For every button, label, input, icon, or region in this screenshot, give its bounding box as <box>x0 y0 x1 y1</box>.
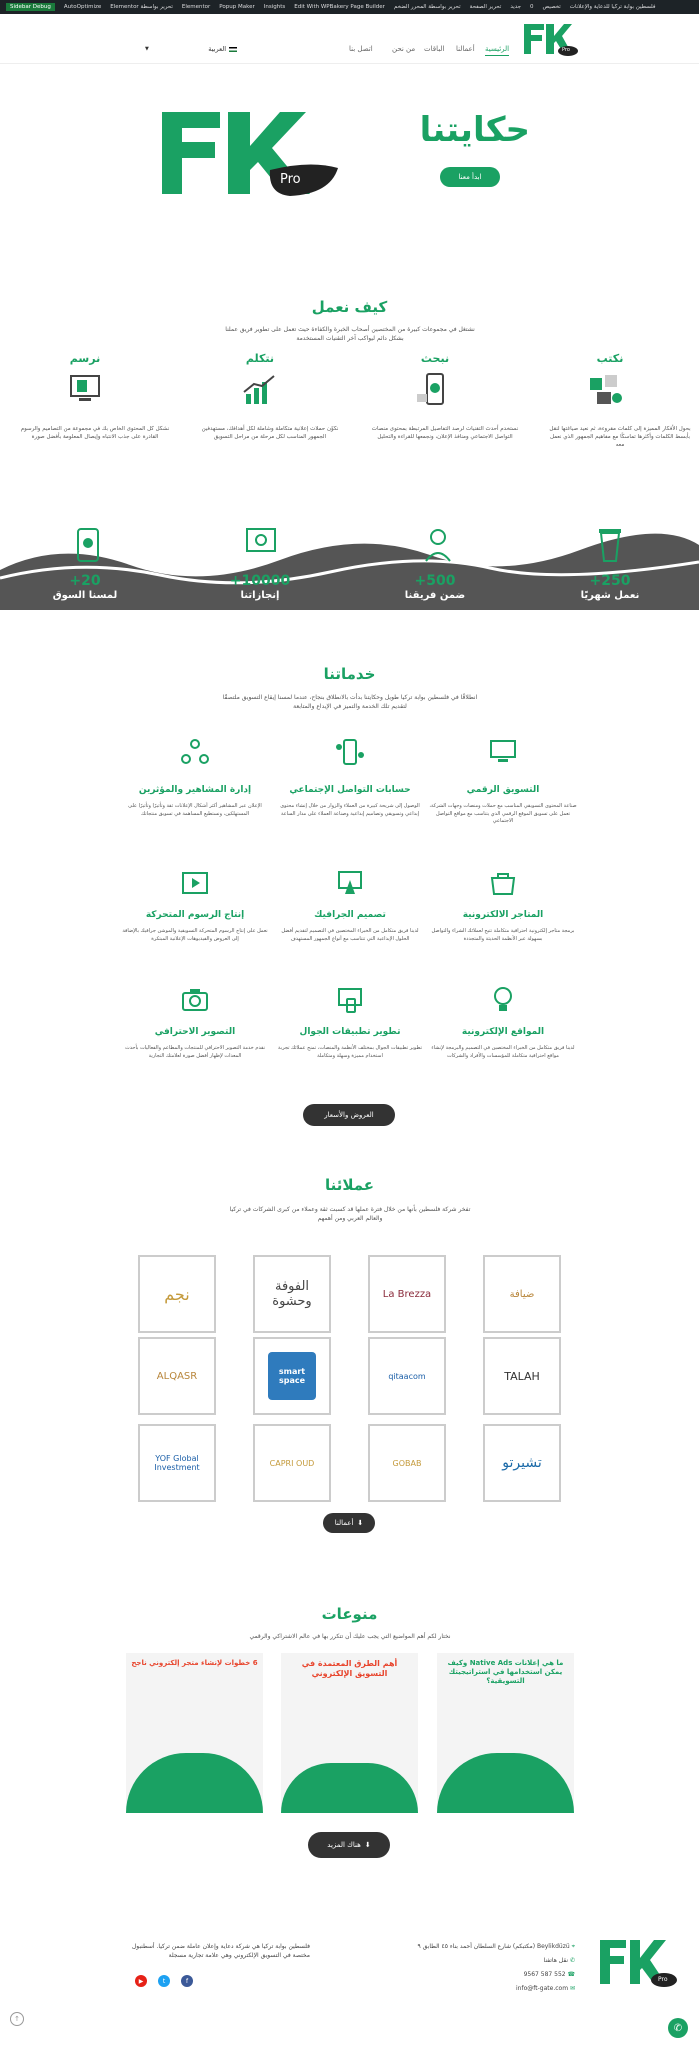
back-to-top-icon[interactable]: ↑ <box>10 2012 24 2026</box>
footer-phone-row[interactable] <box>330 1968 575 1982</box>
phone-money-icon <box>70 525 106 565</box>
footer-email: info@ft-gate.com <box>516 1985 569 1992</box>
step-text-draw: نشكل كل المحتوى الخاص بك في مجموعة من التصاميم والرسوم القادرة على جذب الانتباه وإيصال المعلومة بأفضل صورة <box>20 426 170 440</box>
service-title: تطوير تطبيقات الجوال <box>299 1027 401 1037</box>
blog-post-title: أهم الطرق المعتمدة في التسويق الإلكتروني <box>301 1659 398 1678</box>
admin-bar-item[interactable]: تحرير بواسطة Elementor <box>110 4 173 10</box>
stat-label: نعمل شهريًا <box>580 590 640 601</box>
hero-logo <box>160 110 340 200</box>
admin-bar-item[interactable]: Insights <box>263 4 286 10</box>
load-more-label: هناك المزيد <box>327 1841 361 1849</box>
service-text: لدينا فريق متكامل من الخبراء المختصين في التصميم والبرمجة لإنشاء مواقع احترافية متكاملة للمؤسسات والأفراد والشركات <box>431 1045 575 1059</box>
service-text: الوصول إلى شريحة كبيرة من العملاء والزوار من خلال إنشاء محتوى إبداعي وتسويقي وتصاميم إبداعية وصناعة العملاء على مدار الساعة <box>280 803 420 817</box>
app-icon <box>335 985 365 1015</box>
people-network-icon <box>180 737 210 767</box>
twitter-icon[interactable]: t <box>158 1975 170 1987</box>
blog-post-title: ما هي إعلانات Native Ads وكيف يمكن استخدامها في استراتيجيتك التسويقية؟ <box>447 1659 564 1685</box>
service-icon-web <box>488 985 518 1015</box>
client-logo: ALQASR <box>138 1337 216 1415</box>
stat-icon-cup <box>595 525 625 565</box>
monitor-icon <box>488 737 518 767</box>
blog-post-card[interactable] <box>281 1653 418 1813</box>
store-icon <box>488 868 518 898</box>
admin-bar-item[interactable]: Popup Maker <box>219 4 255 10</box>
client-logo: تشيرتو <box>483 1424 561 1502</box>
ftk-hero-logo-icon <box>160 110 340 200</box>
admin-bar-item[interactable]: جديد <box>510 4 522 10</box>
admin-bar-item[interactable]: فلسطين بوابة تركيا للدعاية والإعلانات <box>569 4 656 10</box>
stat-label: إنجازاتنا <box>240 590 280 601</box>
step-icon-draw <box>65 370 105 410</box>
services-title: خدماتنا <box>323 665 376 683</box>
youtube-icon[interactable]: ▶ <box>135 1975 147 1987</box>
client-logo: CAPRI OUD <box>253 1424 331 1502</box>
chevron-down-icon: ▼ <box>145 46 149 52</box>
footer-address: Beylikdüzü (مكتبكم) شارع السلطان أحمد بناء ٤٥ الطابق ٩ <box>417 1943 570 1950</box>
pen-tool-icon <box>335 868 365 898</box>
design-monitor-icon <box>65 370 105 410</box>
whatsapp-icon: ✆ <box>569 1957 575 1964</box>
step-title-write: نكتب <box>596 352 624 365</box>
pricing-label: العروض والأسعار <box>324 1111 374 1119</box>
client-logo: GOBAB <box>368 1424 446 1502</box>
stat-icon-market <box>70 525 106 565</box>
sidebar-debug-button[interactable]: Sidebar Debug <box>6 3 55 11</box>
facebook-icon[interactable]: f <box>181 1975 193 1987</box>
footer-email-row[interactable] <box>330 1982 575 1996</box>
load-more-button[interactable] <box>308 1832 390 1858</box>
footer-phone: 552 587 9567 <box>523 1971 566 1978</box>
step-title-talk: نتكلم <box>245 352 275 365</box>
blog-post-art <box>281 1763 418 1813</box>
download-icon: ⬇ <box>357 1519 364 1527</box>
step-text-talk: نكوّن حملات إعلانية متكاملة وشاملة لكل أهدافك، مستهدفين الجمهور المناسب لكل مرحلة من مراحل التسويق <box>201 426 339 440</box>
hero-start-label: ابدأ معنا <box>458 173 482 181</box>
service-text: صناعة المحتوى التسويقي المناسب مع حملات ومنصات وجهات الشركة، تعمل على تسويق الموقع الرقمي الذي يتناسب مع مواقع التواصل الاجتماعي <box>429 803 577 824</box>
service-title: حسابات التواصل الإجتماعي <box>289 785 411 795</box>
flag-icon <box>229 47 237 52</box>
admin-bar-item[interactable]: 0 <box>530 4 534 10</box>
service-icon-graphic <box>335 868 365 898</box>
camera-icon <box>180 985 210 1015</box>
monitor-gear-icon <box>243 525 279 565</box>
location-icon: ⌖ <box>571 1943 575 1950</box>
client-logo: La Brezza <box>368 1255 446 1333</box>
whatsapp-float-icon: ✆ <box>673 2022 683 2034</box>
stat-number: +20 <box>69 573 101 589</box>
nav-packages[interactable]: الباقات <box>424 45 445 53</box>
stat-icon-achievements <box>243 525 279 565</box>
footer-logo[interactable] <box>598 1938 678 1988</box>
blog-post-title: 6 خطوات لإنشاء متجر إلكتروني ناجح <box>131 1659 258 1667</box>
blog-post-card[interactable] <box>126 1653 263 1813</box>
service-icon-social <box>335 737 365 767</box>
blog-post-art <box>437 1753 574 1813</box>
service-icon-influencers <box>180 737 210 767</box>
download-icon: ⬇ <box>364 1841 371 1849</box>
stat-icon-team <box>420 525 456 565</box>
language-switcher[interactable] <box>145 44 237 54</box>
step-icon-write <box>585 370 625 410</box>
nav-about[interactable]: من نحن <box>392 45 416 53</box>
nav-contact[interactable]: اتصل بنا <box>349 45 373 53</box>
step-text-write: بحول الأفكار المميزة إلى كلمات مقروءة، ثم نعيد صياغتها لنقل بأبسط الكلمات وأكثرها تماسكًا مع مفاهيم الجمهور الذي نعمل معه <box>549 426 691 448</box>
service-title: التسويق الرقمي <box>466 785 540 795</box>
footer-whatsapp-row[interactable] <box>330 1954 575 1968</box>
client-logo: ضيافة <box>483 1255 561 1333</box>
lightbulb-icon <box>488 985 518 1015</box>
stat-number: +500 <box>414 573 456 589</box>
footer-address-row <box>330 1940 575 1954</box>
hero-start-button[interactable] <box>440 167 500 187</box>
service-text: تطوير تطبيقات الجوال بمختلف الأنظمة والمنصات، تمنح عملائك تجربة استخدام مميزة وسهلة ومتكاملة <box>278 1045 422 1059</box>
hero-logo-sub: Pro <box>280 172 301 187</box>
our-works-button[interactable] <box>323 1513 375 1533</box>
step-icon-talk <box>240 370 280 410</box>
service-text: برمجة متاجر إلكترونية احترافية متكاملة تتيح لعملائك الشراء والتواصل بسهولة عبر الأنظمة الحديثة والمتجددة <box>431 928 575 942</box>
play-icon <box>180 868 210 898</box>
our-works-label: أعمالنا <box>334 1519 354 1527</box>
service-text: لدينا فريق متكامل من الخبراء المختصين في التصميم لتقديم أفضل الحلول الإبداعية التي تتناسب مع أنواع الجمهور المستهدف <box>281 928 419 942</box>
stat-label: ضمن فريقنا <box>404 590 466 601</box>
admin-bar-item[interactable]: Edit With WPBakery Page Builder <box>294 4 385 10</box>
header-logo[interactable] <box>522 20 578 58</box>
admin-bar-item[interactable]: تحرير الصفحة <box>469 4 502 10</box>
header-logo-sub: Pro <box>562 47 570 53</box>
admin-bar-item[interactable]: Elementor <box>181 4 211 10</box>
client-logo: نجم <box>138 1255 216 1333</box>
service-icon-stores <box>488 868 518 898</box>
client-logo: qitaacom <box>368 1337 446 1415</box>
nav-home[interactable]: الرئيسية <box>485 45 509 56</box>
team-icon <box>420 525 456 565</box>
hero-title: حكايتنا <box>419 110 530 150</box>
mobile-search-icon <box>415 370 455 410</box>
misc-title: منوعات <box>321 1605 378 1623</box>
puzzle-icon <box>585 370 625 410</box>
stat-label: لمسنا السوق <box>52 590 118 601</box>
client-logo: YOF Global Investment <box>138 1424 216 1502</box>
smart-space-tile: smart space <box>268 1352 316 1400</box>
footer-logo-sub: Pro <box>658 1976 668 1983</box>
client-logo: TALAH <box>483 1337 561 1415</box>
admin-bar-item[interactable]: AutoOptimize <box>63 4 102 10</box>
growth-chart-icon <box>240 370 280 410</box>
phone-icon: ☎ <box>567 1971 575 1978</box>
cup-icon <box>595 525 625 565</box>
service-title: التصوير الاحترافي <box>154 1027 236 1037</box>
stat-number: +10000 <box>229 573 291 589</box>
services-intro: انطلاقًا في فلسطين بوابة تركيا طويل وحكايتنا بدأت بالانطلاق بنجاح، عندما لمسنا إيقاع التسويق ملتصقًا لتقديم تلك الخدمة والتميز في الإبداع والمتابعة <box>222 694 478 710</box>
service-title: إنتاج الرسوم المتحركة <box>145 910 245 920</box>
footer-about: فلسطين بوابة تركيا هي شركة دعاية وإعلان عاملة ضمن تركيا. أسطنبول مختصة في التسويق الإلكتروني وهي علامة تجارية مسجلة <box>131 1943 310 1959</box>
service-text: نعمل على إنتاج الرسوم المتحركة التسويقية والموشن جرافيك بالإضافة إلى العروض والفيديوهات الإعلانية المبتكرة <box>122 928 268 942</box>
service-title: المتاجر الالكترونية <box>462 910 544 920</box>
client-logo <box>253 1337 331 1415</box>
clients-title: عملائنا <box>324 1176 375 1194</box>
site-header <box>0 14 699 64</box>
how-title: كيف نعمل <box>311 298 388 316</box>
step-icon-research <box>415 370 455 410</box>
pricing-button[interactable] <box>303 1104 395 1126</box>
service-text: نقدم خدمة التصوير الاحترافي للمنتجات والمطاعم والفعاليات بأحدث المعدات لإظهار أفضل صورة لعلامتك التجارية <box>125 1045 265 1059</box>
stat-number: +250 <box>589 573 631 589</box>
service-title: تصميم الجرافيك <box>314 910 386 920</box>
language-label: العربية <box>208 45 226 53</box>
blog-post-card[interactable] <box>437 1653 574 1813</box>
service-text: الإعلان عبر المشاهير أكثر أشكال الإعلانات ثقة وتأثيرًا وتأثيرًا على المستهلكين، ونستطيع المساهمة في تسويق منتجاتك <box>128 803 262 817</box>
client-logo: الفوفة وحشوة <box>253 1255 331 1333</box>
service-title: المواقع الإلكترونية <box>461 1027 545 1037</box>
email-icon: ✉ <box>569 1985 575 1992</box>
service-title: إدارة المشاهير والمؤثرين <box>138 785 252 795</box>
step-title-draw: نرسم <box>69 352 101 365</box>
service-icon-photo <box>180 985 210 1015</box>
service-icon-motion <box>180 868 210 898</box>
service-icon-apps <box>335 985 365 1015</box>
admin-bar-item[interactable]: تحرير بواسطة المحرر الضخم <box>393 4 461 10</box>
footer-contact <box>330 1940 575 1996</box>
blog-post-art <box>126 1753 263 1813</box>
step-title-research: نبحث <box>420 352 450 365</box>
admin-bar <box>0 0 699 14</box>
nav-works[interactable]: أعمالنا <box>456 45 475 53</box>
service-icon-digital <box>488 737 518 767</box>
step-text-research: نستخدم أحدث التقنيات لرصد التفاصيل المرتبطة بمحتوى منصات التواصل الاجتماعي ومنافذ الإعلان، ونجمعها للقراءة والتحليل <box>371 426 519 440</box>
how-intro: نشتغل في مجموعات كبيرة من المختصين أصحاب الخبرة والكفاءة حيث تعمل على تطوير فريق عملنا بشكل دائم ليواكب آخر التقنيات المستخدمة <box>225 326 475 342</box>
social-phone-icon <box>335 737 365 767</box>
clients-intro: تفخر شركة فلسطين بأنها من خلال فترة عملها قد كسبت ثقة وعملاء من كبرى الشركات في تركيا والعالم العربي ومن أهمهم <box>229 1206 471 1222</box>
misc-intro: نختار لكم أهم المواضيع التي يجب عليك أن تتكرر بها في عالم الاشتراكي والرقمي <box>249 1633 451 1640</box>
whatsapp-float-button[interactable] <box>668 2018 688 2038</box>
admin-bar-item[interactable]: تخصيص <box>542 4 561 10</box>
footer-whatsapp: نقل هاتفنا <box>543 1957 569 1964</box>
